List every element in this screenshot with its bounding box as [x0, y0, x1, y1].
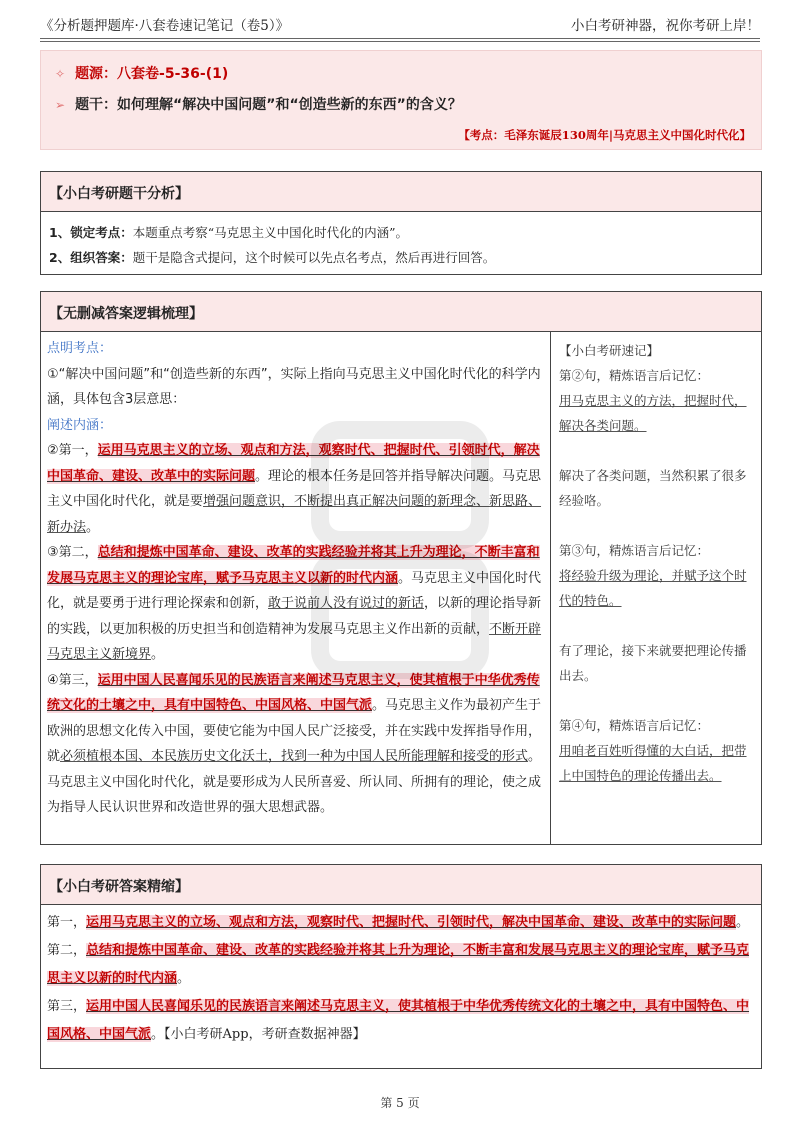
paragraph-4: ④第三，运用中国人民喜闻乐见的民族语言来阐述马克思主义，使其植根于中华优秀传统文化的土壤之中，具有中国特色、中国风格、中国气派。马克思主义作为最初产生于欧洲的思想文化传入中国，要使它能为中国人民广泛接受，并在实践中发挥指导作用，就必须植根本国、本民族历史文化沃土，找到一种为中国人民所能理解和接受的形式。马克思主义中国化时代化，就是要形成为人民所喜爱、所认同、所拥有的理论，使之成为指导人民认识世界和改造世界的强大思想武器。 — [47, 672, 542, 815]
memo-transition-2: 有了理论，接下来就要把理论传播出去。 — [559, 643, 747, 683]
memo-note-4-summary: 用咱老百姓听得懂的大白话，把带上中国特色的理论传播出去。 — [559, 743, 747, 783]
memo-transition-1: 解决了各类问题，当然积累了很多经验咯。 — [559, 468, 747, 508]
memo-title: 【小白考研速记】 — [559, 343, 660, 358]
question-row — [55, 94, 462, 114]
summary-title: 【小白考研答案精缩】 — [41, 865, 761, 905]
summary-point-2: 第二，总结和提炼中国革命、建设、改革的实践经验并将其上升为理论，不断丰富和发展马克思主义的理论宝库，赋予马克思主义以新的时代内涵。 — [47, 943, 750, 986]
diamond-icon: ✧ — [55, 67, 66, 81]
paragraph-3: ③第二，总结和提炼中国革命、建设、改革的实践经验并将其上升为理论，不断丰富和发展马克思主义的理论宝库，赋予马克思主义以新的时代内涵。马克思主义中国化时代化，就是要勇于进行理论探索和创新，敢于说前人没有说过的新话，以新的理论指导新的实践，以更加积极的历史担当和创造精神为发展马克思主义作出新的贡献，不断开辟马克思主义新境界。 — [47, 545, 542, 662]
analysis-title: 【小白考研题干分析】 — [41, 172, 761, 212]
source-row — [55, 63, 228, 83]
logic-box — [40, 291, 762, 845]
question-label: 题干：如何理解“解决中国问题”和“创造些新的东西”的含义？ — [75, 97, 462, 113]
source-label: 题源：八套卷-5-36-(1) — [75, 66, 229, 82]
header-rule-2 — [40, 41, 760, 42]
paragraph-2: ②第一，运用马克思主义的立场、观点和方法，观察时代、把握时代、引领时代，解决中国革命、建设、改革中的实际问题。理论的根本任务是回答并指导解决问题。马克思主义中国化时代化，就是要增强问题意识，不断提出真正解决问题的新理念、新思路、新办法。 — [47, 443, 542, 535]
header-right-title: 小白考研神器，祝你考研上岸！ — [571, 18, 760, 34]
summary-point-1: 第一，运用马克思主义的立场、观点和方法，观察时代、把握时代、引领时代，解决中国革命、建设、改革中的实际问题。 — [47, 915, 750, 930]
memo-note-2-summary: 用马克思主义的方法，把握时代，解决各类问题。 — [559, 393, 747, 433]
logic-title: 【无删减答案逻辑梳理】 — [41, 292, 761, 332]
analysis-item-1: 1、锁定考点：本题重点考察“马克思主义中国化时代化的内涵”。 — [49, 225, 408, 240]
arrow-icon: ➢ — [55, 98, 66, 112]
exam-point-tag: 【考点：毛泽东诞辰130周年|马克思主义中国化时代化】 — [458, 128, 751, 142]
summary-point-3: 第三，运用中国人民喜闻乐见的民族语言来阐述马克思主义，使其植根于中华优秀传统文化的土壤之中，具有中国特色、中国风格、中国气派。【小白考研App，考研查数据神器】 — [47, 999, 750, 1042]
point-text: ①“解决中国问题”和“创造些新的东西”，实际上指向马克思主义中国化时代化的科学内涵，具体包含3层意思： — [47, 366, 541, 407]
memo-note-2: 第②句，精炼语言后记忆： — [559, 368, 710, 383]
analysis-item-2: 2、组织答案：题干是隐含式提问，这个时候可以先点名考点，然后再进行回答。 — [49, 250, 496, 265]
memo-note-4: 第④句，精炼语言后记忆： — [559, 718, 710, 733]
summary-body — [41, 905, 761, 1053]
memo-column — [551, 332, 761, 844]
elab-heading: 阐述内涵： — [47, 417, 113, 433]
header-rule — [40, 38, 760, 39]
summary-box — [40, 864, 762, 1069]
analysis-box — [40, 171, 762, 275]
page-header — [40, 14, 760, 36]
analysis-body — [41, 212, 761, 278]
point-heading: 点明考点： — [47, 341, 113, 356]
page-number: 第 5 页 — [380, 1096, 420, 1110]
app-note: 【小白考研App，考研查数据神器】 — [164, 1027, 366, 1042]
memo-note-3-summary: 将经验升级为理论，并赋予这个时代的特色。 — [559, 568, 747, 608]
logic-main-column — [41, 332, 551, 844]
header-left-title: 《分析题押题库·八套卷速记笔记（卷5）》 — [40, 18, 290, 34]
question-source-box — [40, 50, 762, 150]
memo-note-3: 第③句，精炼语言后记忆： — [559, 543, 710, 558]
